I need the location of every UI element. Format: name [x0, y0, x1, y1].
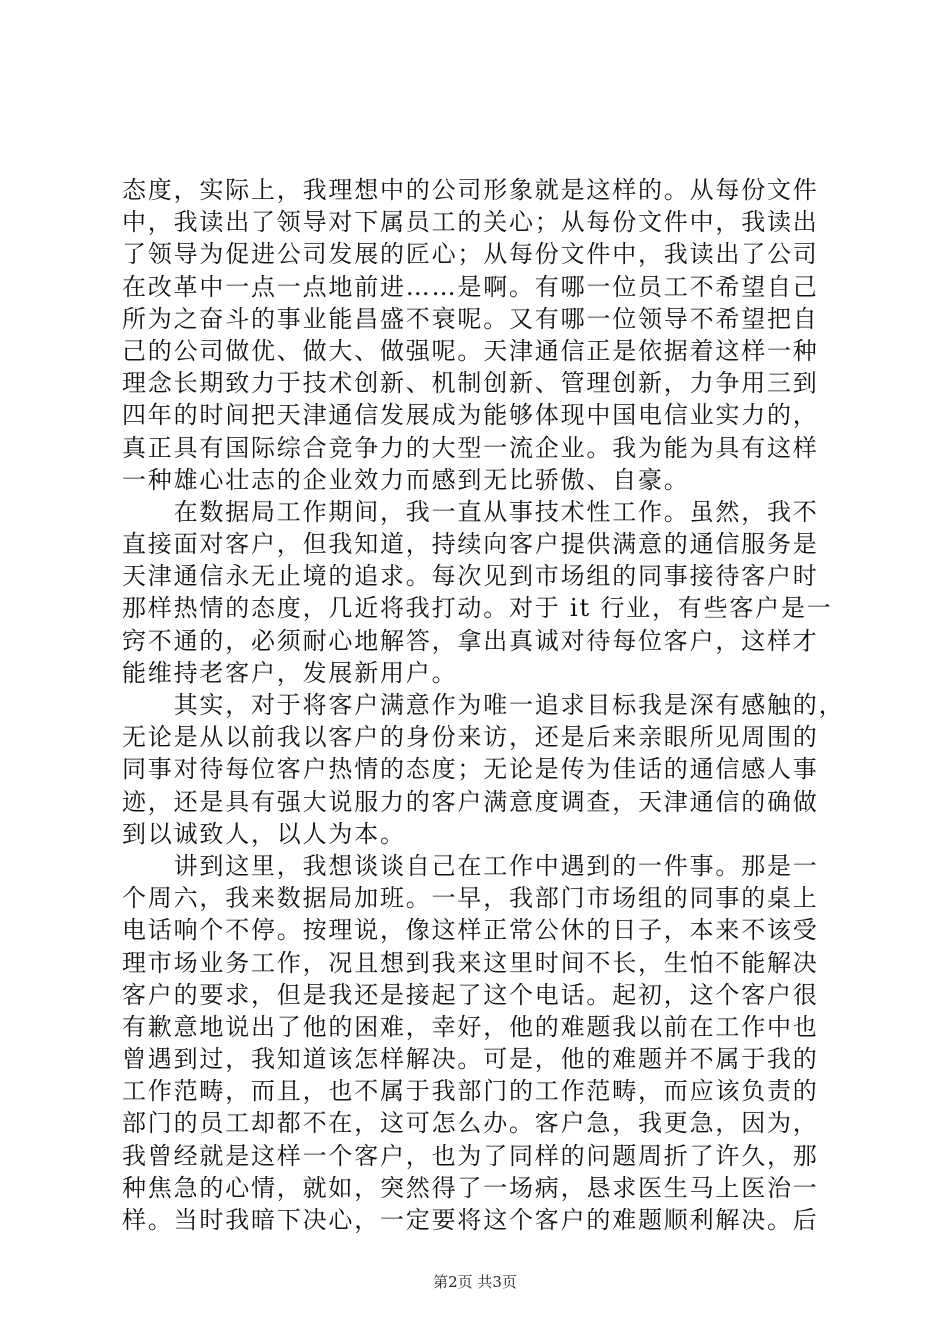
text-line: 样。当时我暗下决心，一定要将这个客户的难题顺利解决。后 [122, 1206, 819, 1234]
text-line: 讲到这里，我想谈谈自己在工作中遇到的一件事。那是一 [122, 851, 819, 880]
text-line: 有歉意地说出了他的困难，幸好，他的难题我以前在工作中也 [122, 1012, 819, 1041]
text-line: 同事对待每位客户热情的态度；无论是传为佳话的通信感人事 [122, 755, 819, 784]
text-line: 部门的员工却都不在，这可怎么办。客户急，我更急，因为， [122, 1109, 819, 1138]
text-line: 电话响个不停。按理说，像这样正常公休的日子，本来不该受 [122, 916, 819, 945]
text-line: 四年的时间把天津通信发展成为能够体现中国电信业实力的， [122, 401, 819, 430]
text-line: 我曾经就是这样一个客户，也为了同样的问题周折了许久，那 [122, 1141, 819, 1170]
text-line: 一种雄心壮志的企业效力而感到无比骄傲、自豪。 [122, 465, 690, 494]
text-line: 能维持老客户，发展新用户。 [122, 658, 458, 687]
document-body [122, 174, 845, 1236]
text-line: 在数据局工作期间，我一直从事技术性工作。虽然，我不 [122, 497, 819, 526]
page-footer: 第2页 共3页 [433, 1273, 517, 1291]
text-line: 迹，还是具有强大说服力的客户满意度调查，天津通信的确做 [122, 787, 819, 816]
text-line: 理念长期致力于技术创新、机制创新、管理创新，力争用三到 [122, 369, 819, 398]
text-line: 种焦急的心情，就如，突然得了一场病，恳求医生马上医治一 [122, 1173, 819, 1202]
text-line: 窍不通的，必须耐心地解答，拿出真诚对待每位客户，这样才 [122, 626, 819, 655]
text-line: 真正具有国际综合竞争力的大型一流企业。我为能为具有这样 [122, 433, 819, 462]
text-line: 个周六，我来数据局加班。一早，我部门市场组的同事的桌上 [122, 884, 819, 913]
text-line: 在改革中一点一点地前进……是啊。有哪一位员工不希望自己 [122, 272, 819, 301]
text-line: 了领导为促进公司发展的匠心；从每份文件中，我读出了公司 [122, 240, 819, 269]
text-line: 态度，实际上，我理想中的公司形象就是这样的。从每份文件 [122, 176, 819, 204]
text-line: 理市场业务工作，况且想到我来这里时间不长，生怕不能解决 [122, 948, 819, 977]
text-line: 无论是从以前我以客户的身份来访，还是后来亲眼所见周围的 [122, 723, 819, 752]
text-line: 那样热情的态度，几近将我打动。对于 it 行业，有些客户是一 [122, 594, 833, 623]
text-line: 曾遇到过，我知道该怎样解决。可是，他的难题并不属于我的 [122, 1045, 819, 1074]
text-line: 到以诚致人，以人为本。 [122, 819, 406, 848]
text-line: 所为之奋斗的事业能昌盛不衰呢。又有哪一位领导不希望把自 [122, 304, 819, 333]
text-line: 直接面对客户，但我知道，持续向客户提供满意的通信服务是 [122, 530, 819, 559]
text-line: 己的公司做优、做大、做强呢。天津通信正是依据着这样一种 [122, 336, 819, 365]
text-line: 工作范畴，而且，也不属于我部门的工作范畴，而应该负责的 [122, 1077, 819, 1106]
text-line: 中，我读出了领导对下属员工的关心；从每份文件中，我读出 [122, 208, 819, 237]
text-line: 客户的要求，但是我还是接起了这个电话。起初，这个客户很 [122, 980, 819, 1009]
text-line: 其实，对于将客户满意作为唯一追求目标我是深有感触的， [122, 691, 845, 719]
text-line: 天津通信永无止境的追求。每次见到市场组的同事接待客户时 [122, 562, 819, 591]
